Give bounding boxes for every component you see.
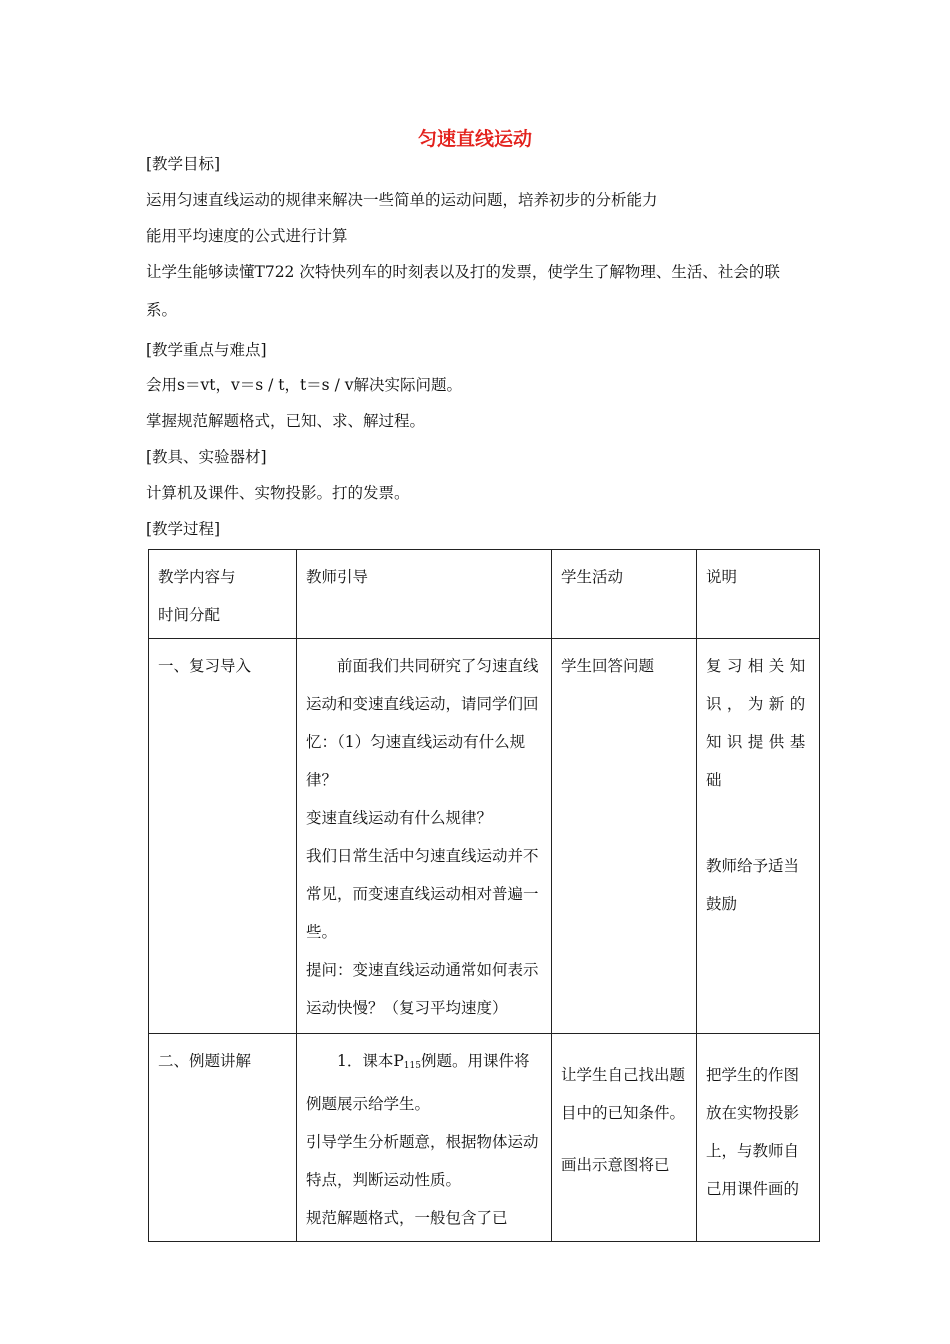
row1-teacher-para4: 提问：变速直线运动通常如何表示运动快慢？（复习平均速度） [306, 961, 539, 1017]
row2-teacher-item1 [306, 1042, 543, 1123]
row2-note: 把学生的作图放在实物投影上，与教师自己用课件画的 [697, 1034, 820, 1242]
row2-student-spacer [561, 1132, 688, 1146]
goal-item-3: 让学生能够读懂T722 次特快列车的时刻表以及打的发票，使学生了解物理、生活、社会的联 [146, 263, 780, 281]
table-row-review [149, 639, 820, 1034]
row1-teacher-para2: 变速直线运动有什么规律？ [306, 809, 493, 827]
row2-teacher-item1-suffix: 例题。用课件将例题展示给学生。 [306, 1052, 530, 1113]
row1-teacher-para1: 前面我们共同研究了匀速直线运动和变速直线运动，请同学们回忆：（1）匀速直线运动有什么规律？ [306, 657, 539, 789]
key-point-1: 会用s＝vt，v＝s / t，t＝s / v解决实际问题。 [146, 376, 462, 394]
row2-teacher [297, 1034, 552, 1242]
row1-note-para2: 教师给予适当鼓励 [706, 857, 800, 913]
table-row-examples [149, 1034, 820, 1242]
row2-teacher-item1-page: 115 [403, 1061, 421, 1071]
header-notes: 说明 [697, 550, 820, 639]
row1-teacher-para3: 我们日常生活中匀速直线运动并不常见，而变速直线运动相对普遍一些。 [306, 847, 539, 941]
table-header-row [149, 550, 820, 639]
row1-note-para1: 复习相关知识，为新的知识提供基础 [706, 657, 811, 789]
row2-student-para1: 让学生自己找出题目中的已知条件。 [561, 1066, 686, 1122]
row2-content: 二、例题讲解 [149, 1034, 297, 1242]
row1-content: 一、复习导入 [149, 639, 297, 1034]
tools-heading: [教具、实验器材] [146, 448, 267, 466]
goals-heading: [教学目标] [146, 155, 221, 173]
row1-teacher [297, 639, 552, 1034]
tools-list: 计算机及课件、实物投影。打的发票。 [146, 484, 410, 502]
goal-item-3-continued: 系。 [146, 301, 178, 319]
row2-student-para2: 画出示意图将已 [561, 1156, 670, 1174]
goal-item-2: 能用平均速度的公式进行计算 [146, 227, 348, 245]
header-content-line2: 时间分配 [158, 606, 221, 624]
row1-note [697, 639, 820, 1034]
key-heading: [教学重点与难点] [146, 341, 267, 359]
header-content-time [149, 550, 297, 639]
row1-note-spacer [706, 799, 811, 847]
header-student-activity: 学生活动 [552, 550, 697, 639]
header-teacher-guidance: 教师引导 [297, 550, 552, 639]
key-point-2: 掌握规范解题格式，已知、求、解过程。 [146, 412, 426, 430]
row1-student: 学生回答问题 [552, 639, 697, 1034]
process-heading: [教学过程] [146, 520, 221, 538]
row2-teacher-item1-prefix: 1．课本P [337, 1052, 404, 1070]
row2-teacher-para3: 规范解题格式，一般包含了已 [306, 1209, 508, 1227]
row2-student [552, 1034, 697, 1242]
row2-teacher-para2: 引导学生分析题意，根据物体运动特点，判断运动性质。 [306, 1133, 539, 1189]
goal-item-1: 运用匀速直线运动的规律来解决一些简单的运动问题，培养初步的分析能力 [146, 191, 658, 209]
lesson-process-table [148, 549, 820, 1242]
header-content-line1: 教学内容与 [158, 568, 236, 586]
page-title: 匀速直线运动 [417, 128, 532, 150]
